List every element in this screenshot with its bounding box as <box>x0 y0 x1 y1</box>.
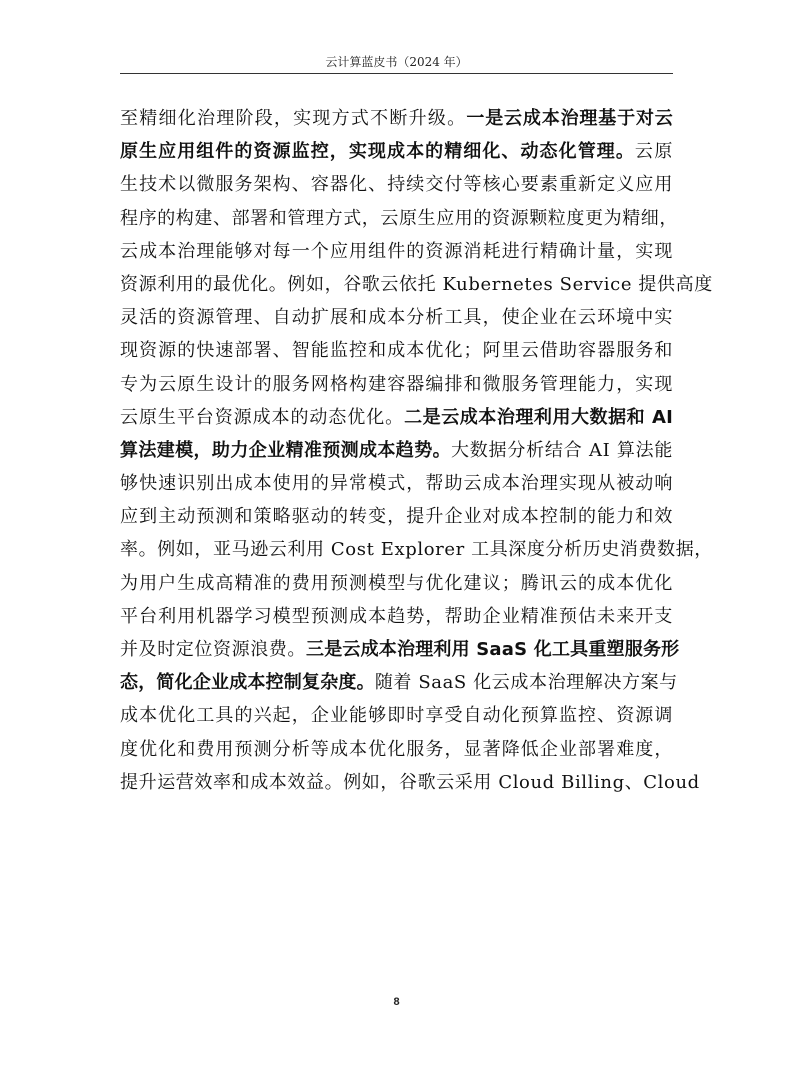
text-segment: 够快速识别出成本使用的异常模式，帮助云成本治理实现从被动响 <box>120 473 673 495</box>
text-line <box>120 500 673 533</box>
text-line <box>120 401 673 434</box>
text-segment: 率。例如，亚马逊云利用 Cost Explorer 工具深度分析历史消费数据， <box>120 539 713 561</box>
text-line <box>120 235 673 268</box>
text-line <box>120 334 673 367</box>
text-segment: 灵活的资源管理、自动扩展和成本分析工具，使企业在云环境中实 <box>120 307 673 329</box>
text-line <box>120 168 673 201</box>
text-line <box>120 268 713 301</box>
body-paragraph <box>120 102 713 799</box>
text-segment: 成本优化工具的兴起，企业能够即时享受自动化预算监控、资源调 <box>120 705 673 727</box>
text-segment: 生技术以微服务架构、容器化、持续交付等核心要素重新定义应用 <box>120 174 673 196</box>
text-line <box>120 533 713 566</box>
text-segment: 云原 <box>634 141 673 163</box>
text-line <box>120 202 678 235</box>
text-segment: 资源利用的最优化。例如，谷歌云依托 Kubernetes Service 提供高度 <box>120 273 713 295</box>
text-segment: 平台利用机器学习模型预测成本趋势，帮助企业精准预估未来开支 <box>120 605 673 627</box>
text-segment: 并及时定位资源浪费。 <box>120 639 306 660</box>
text-line <box>120 368 673 401</box>
text-segment: 云成本治理能够对每一个应用组件的资源消耗进行精确计量，实现 <box>120 240 673 262</box>
text-line <box>120 102 673 135</box>
text-line <box>120 733 673 766</box>
text-segment: 大数据分析结合 AI 算法能 <box>450 439 673 461</box>
bold-text-segment: 态，简化企业成本控制复杂度。 <box>120 672 375 694</box>
bold-text-segment: 原生应用组件的资源监控，实现成本的精细化、动态化管理。 <box>120 141 635 163</box>
text-segment: 云原生平台资源成本的动态优化。 <box>120 406 405 428</box>
bold-text-segment: 一是云成本治理基于对云 <box>466 108 673 129</box>
text-segment: 提升运营效率和成本效益。例如，谷歌云采用 Cloud Billing、Cloud <box>120 771 700 793</box>
bold-text-segment: 二是云成本治理利用大数据和 AI <box>404 406 674 428</box>
text-line <box>120 699 673 732</box>
text-line <box>120 567 673 600</box>
text-segment: 为用户生成高精准的费用预测模型与优化建议；腾讯云的成本优化 <box>120 572 673 594</box>
bold-text-segment: 算法建模，助力企业精准预测成本趋势。 <box>120 439 451 461</box>
text-segment: 现资源的快速部署、智能监控和成本优化；阿里云借助容器服务和 <box>120 340 673 362</box>
text-line <box>120 135 673 168</box>
page-number: 8 <box>393 996 400 1008</box>
text-segment: 程序的构建、部署和管理方式，云原生应用的资源颗粒度更为精细， <box>120 207 678 229</box>
text-line <box>120 301 673 334</box>
text-segment: 至精细化治理阶段，实现方式不断升级。 <box>120 108 467 129</box>
text-line <box>120 633 680 666</box>
bold-text-segment: 三是云成本治理利用 SaaS 化工具重塑服务形 <box>306 639 680 660</box>
text-line <box>120 467 673 500</box>
text-line <box>120 434 673 467</box>
running-header: 云计算蓝皮书（2024 年） <box>325 55 468 69</box>
header-rule <box>120 73 673 74</box>
text-segment: 度优化和费用预测分析等成本优化服务，显著降低企业部署难度， <box>120 738 673 760</box>
text-line <box>120 600 673 633</box>
text-segment: 应到主动预测和策略驱动的转变，提升企业对成本控制的能力和效 <box>120 506 673 528</box>
text-segment: 专为云原生设计的服务网格构建容器编排和微服务管理能力，实现 <box>120 373 673 395</box>
text-segment: 随着 SaaS 化云成本治理解决方案与 <box>374 672 678 694</box>
text-line <box>120 766 700 799</box>
text-line <box>120 666 678 699</box>
